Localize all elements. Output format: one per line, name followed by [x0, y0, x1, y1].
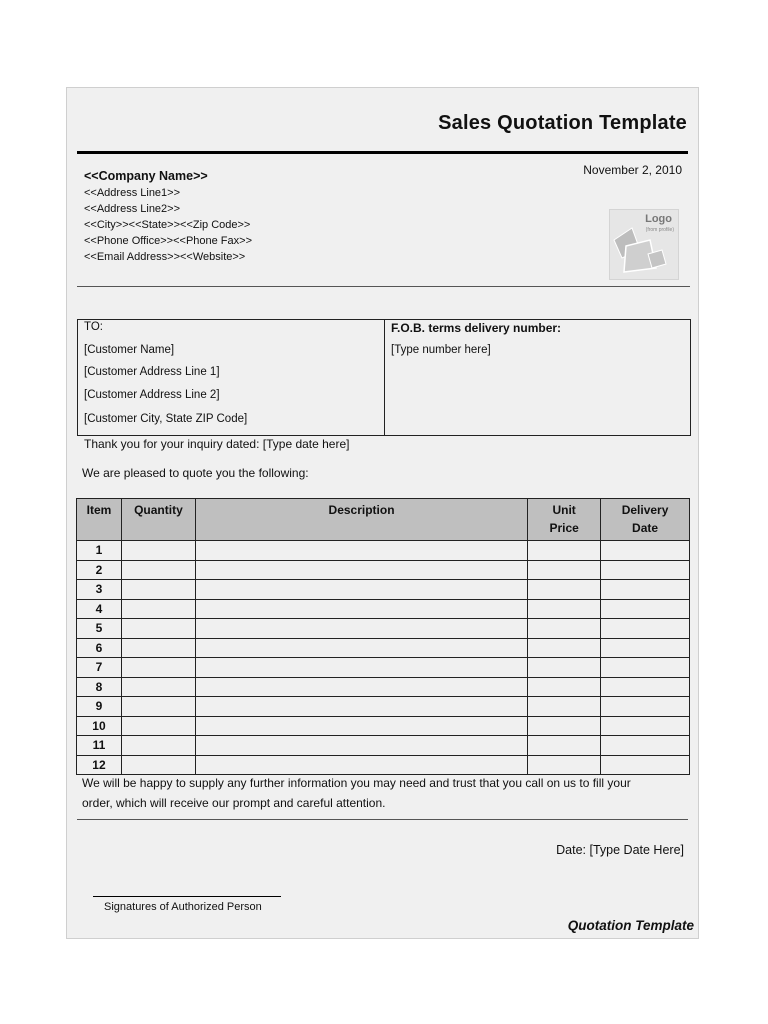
city-state-zip: <<City>><<State>><<Zip Code>>	[84, 219, 251, 231]
intro-text: We are pleased to quote you the following:	[82, 466, 309, 480]
delivery-date-cell[interactable]	[601, 658, 690, 678]
delivery-date-cell[interactable]	[601, 619, 690, 639]
quantity-cell[interactable]	[121, 716, 195, 736]
unit-price-cell[interactable]	[528, 716, 601, 736]
description-cell[interactable]	[195, 755, 527, 775]
footer-label: Quotation Template	[567, 918, 694, 933]
customer-address-1-field: [Customer Address Line 1]	[84, 366, 220, 378]
logo-placeholder	[609, 209, 679, 280]
quotation-table	[76, 498, 690, 775]
unit-price-cell[interactable]	[528, 638, 601, 658]
table-row	[77, 541, 690, 561]
header-delivery-date	[601, 499, 690, 541]
company-name: <<Company Name>>	[84, 169, 208, 183]
unit-price-cell[interactable]	[528, 658, 601, 678]
delivery-date-cell[interactable]	[601, 580, 690, 600]
header-unit-price-line-2: Price	[549, 521, 579, 535]
item-number-cell: 10	[77, 716, 122, 736]
header-quantity: Quantity	[121, 499, 195, 541]
quantity-cell[interactable]	[121, 599, 195, 619]
signature-label: Signatures of Authorized Person	[104, 901, 262, 913]
header-item: Item	[77, 499, 122, 541]
item-number-cell: 9	[77, 697, 122, 717]
quantity-cell[interactable]	[121, 755, 195, 775]
address-line-1: <<Address Line1>>	[84, 187, 181, 199]
delivery-date-cell[interactable]	[601, 755, 690, 775]
description-cell[interactable]	[195, 716, 527, 736]
item-number-cell: 7	[77, 658, 122, 678]
header-unit-price-line-1: Unit	[552, 503, 576, 517]
description-cell[interactable]	[195, 677, 527, 697]
header-divider	[77, 286, 690, 287]
delivery-date-cell[interactable]	[601, 560, 690, 580]
fob-column	[385, 320, 690, 435]
customer-name-field: [Customer Name]	[84, 344, 175, 356]
table-row	[77, 697, 690, 717]
table-row	[77, 599, 690, 619]
header-delivery-line-1: Delivery	[621, 503, 669, 517]
description-cell[interactable]	[195, 658, 527, 678]
unit-price-cell[interactable]	[528, 697, 601, 717]
quantity-cell[interactable]	[121, 697, 195, 717]
delivery-date-cell[interactable]	[601, 716, 690, 736]
table-body	[77, 541, 690, 775]
delivery-date-cell[interactable]	[601, 697, 690, 717]
customer-city-field: [Customer City, State ZIP Code]	[84, 413, 248, 425]
table-row	[77, 560, 690, 580]
description-cell[interactable]	[195, 541, 527, 561]
inquiry-text: Thank you for your inquiry dated: [Type date here]	[84, 437, 350, 451]
fob-number-field: [Type number here]	[391, 344, 491, 356]
logo-sublabel: (from profile)	[645, 227, 674, 233]
signature-line	[93, 896, 281, 897]
unit-price-cell[interactable]	[528, 677, 601, 697]
logo-label: Logo	[645, 213, 672, 225]
quantity-cell[interactable]	[121, 560, 195, 580]
unit-price-cell[interactable]	[528, 541, 601, 561]
title-divider	[77, 151, 688, 154]
quantity-cell[interactable]	[121, 677, 195, 697]
unit-price-cell[interactable]	[528, 560, 601, 580]
delivery-date-cell[interactable]	[601, 541, 690, 561]
item-number-cell: 6	[77, 638, 122, 658]
unit-price-cell[interactable]	[528, 755, 601, 775]
description-cell[interactable]	[195, 638, 527, 658]
description-cell[interactable]	[195, 619, 527, 639]
phone-fax: <<Phone Office>><<Phone Fax>>	[84, 235, 252, 247]
closing-line-1: We will be happy to supply any further information you may need and trust that you call on us to fill your	[82, 776, 631, 790]
unit-price-cell[interactable]	[528, 736, 601, 756]
delivery-date-cell[interactable]	[601, 638, 690, 658]
quantity-cell[interactable]	[121, 580, 195, 600]
unit-price-cell[interactable]	[528, 580, 601, 600]
delivery-date-cell[interactable]	[601, 677, 690, 697]
item-number-cell: 4	[77, 599, 122, 619]
table-row	[77, 755, 690, 775]
table-row	[77, 658, 690, 678]
signature-date-field: Date: [Type Date Here]	[556, 843, 684, 857]
item-number-cell: 3	[77, 580, 122, 600]
item-number-cell: 12	[77, 755, 122, 775]
table-row	[77, 580, 690, 600]
delivery-date-cell[interactable]	[601, 599, 690, 619]
item-number-cell: 11	[77, 736, 122, 756]
quantity-cell[interactable]	[121, 638, 195, 658]
quantity-cell[interactable]	[121, 619, 195, 639]
quantity-cell[interactable]	[121, 541, 195, 561]
unit-price-cell[interactable]	[528, 599, 601, 619]
address-line-2: <<Address Line2>>	[84, 203, 181, 215]
description-cell[interactable]	[195, 599, 527, 619]
table-header-row	[77, 499, 690, 541]
item-number-cell: 2	[77, 560, 122, 580]
quotation-document	[66, 87, 699, 939]
description-cell[interactable]	[195, 560, 527, 580]
fob-label: F.O.B. terms delivery number:	[391, 321, 562, 335]
company-info	[84, 168, 252, 265]
unit-price-cell[interactable]	[528, 619, 601, 639]
header-description: Description	[195, 499, 527, 541]
quote-date: November 2, 2010	[583, 163, 682, 177]
description-cell[interactable]	[195, 736, 527, 756]
quantity-cell[interactable]	[121, 658, 195, 678]
item-number-cell: 8	[77, 677, 122, 697]
item-number-cell: 5	[77, 619, 122, 639]
header-unit-price	[528, 499, 601, 541]
customer-address-2-field: [Customer Address Line 2]	[84, 389, 220, 401]
table-row	[77, 736, 690, 756]
table-row	[77, 677, 690, 697]
customer-column	[78, 320, 385, 435]
closing-line-2: order, which will receive our prompt and careful attention.	[82, 796, 386, 810]
delivery-date-cell[interactable]	[601, 736, 690, 756]
closing-text	[82, 773, 682, 813]
closing-divider	[77, 819, 688, 820]
item-number-cell: 1	[77, 541, 122, 561]
document-title: Sales Quotation Template	[438, 112, 687, 134]
quantity-cell[interactable]	[121, 736, 195, 756]
description-cell[interactable]	[195, 697, 527, 717]
email-website: <<Email Address>><<Website>>	[84, 251, 246, 263]
table-row	[77, 716, 690, 736]
description-cell[interactable]	[195, 580, 527, 600]
to-label: TO:	[84, 321, 103, 333]
table-row	[77, 638, 690, 658]
customer-fob-box	[77, 319, 691, 436]
header-delivery-line-2: Date	[632, 521, 659, 535]
table-row	[77, 619, 690, 639]
